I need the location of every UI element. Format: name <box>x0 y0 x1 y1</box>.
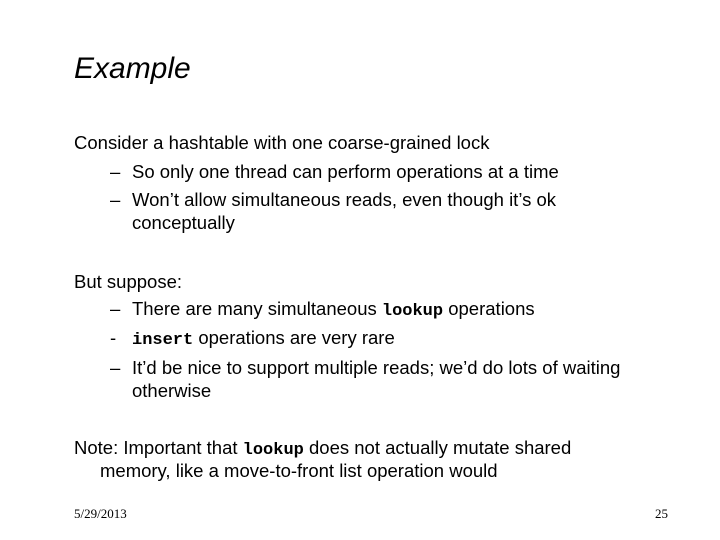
bullet-2-1 <box>132 297 535 324</box>
bullet-1-2-line-2: conceptually <box>132 212 235 233</box>
paragraph-1: Consider a hashtable with one coarse-grained lock <box>74 132 490 153</box>
paragraph-3-text-end: does not actually mutate shared <box>303 437 572 458</box>
page-number: 25 <box>655 506 668 521</box>
bullet-2-3-line-1: It’d be nice to support multiple reads; we’d do lots of waiting <box>132 357 621 378</box>
bullet-1-1: So only one thread can perform operations at a time <box>132 161 559 182</box>
bullet-2-2-text: operations are very rare <box>193 327 395 348</box>
bullet-dash: – <box>110 298 121 319</box>
footer-date: 5/29/2013 <box>74 506 127 521</box>
bullet-2-2 <box>132 326 395 353</box>
paragraph-2: But suppose: <box>74 271 182 292</box>
bullet-2-1-text-end: operations <box>443 298 535 319</box>
bullet-dash-plain: - <box>110 327 117 348</box>
paragraph-3-line-2: memory, like a move-to-front list operation would <box>100 460 498 481</box>
slide-title: Example <box>74 52 191 85</box>
bullet-2-3-line-2: otherwise <box>132 380 212 401</box>
bullet-1-2-line-1: Won’t allow simultaneous reads, even though it’s ok <box>132 189 557 210</box>
code-lookup: lookup <box>242 441 304 460</box>
paragraph-3-text: Note: Important that <box>74 437 243 458</box>
bullet-dash: – <box>110 189 121 210</box>
code-lookup: lookup <box>381 302 444 321</box>
code-insert: insert <box>132 331 194 350</box>
bullet-2-1-text: There are many simultaneous <box>132 298 382 319</box>
bullet-dash: – <box>110 161 121 182</box>
bullet-dash: – <box>110 357 121 378</box>
